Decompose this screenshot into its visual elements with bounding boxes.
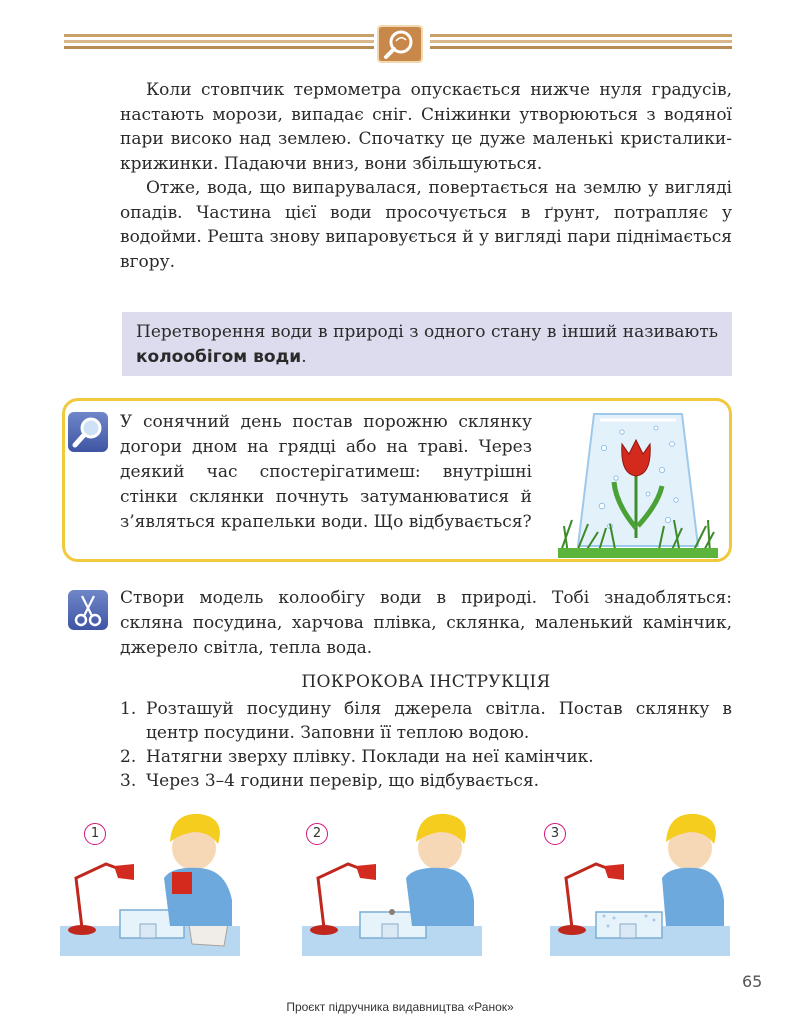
definition-end: . [301, 347, 307, 367]
scissors-icon [68, 590, 108, 630]
step-2-illustration [302, 808, 482, 956]
section-icon [376, 22, 424, 66]
magnifier-icon [68, 412, 108, 452]
list-item [120, 745, 732, 769]
definition-term: колообігом води [136, 347, 302, 367]
definition-box [122, 312, 732, 376]
header-rule-right [430, 34, 732, 54]
step-text: Натягни зверху плівку. Поклади на неї камінчик. [146, 747, 594, 767]
list-item [120, 769, 732, 793]
step-number: 2. [120, 747, 137, 767]
observation-text: У сонячний день постав порожню склянку догори дном на грядці або на траві. Через деякий час спостерігатимеш: внутрішні стінки склянки почнуть затуманюватися й з’являться крапельки води. Що відбувається? [120, 412, 532, 532]
page-number: 65 [742, 972, 763, 991]
definition-text: Перетворення води в природі з одного стану в інший називають [136, 322, 718, 342]
step-1-illustration [60, 808, 240, 956]
step-text: Розташуй посудину біля джерела світла. Постав склянку в центр посудини. Заповни її теплою водою. [146, 699, 732, 743]
body-text [120, 78, 732, 274]
step-1-number: 1 [84, 823, 106, 845]
step-number: 1. [120, 699, 137, 719]
paragraph: Коли стовпчик термометра опускається нижче нуля градусів, настають морози, випадає сніг. Сніжинки утворюються з водяної пари високо над землею. Спочатку це дуже маленькі кристалики-крижинки. Падаючи вниз, вони збільшуються. [120, 80, 732, 174]
step-text: Через 3–4 години перевір, що відбувається. [146, 771, 540, 791]
step-number: 3. [120, 771, 137, 791]
step-3-illustration [550, 808, 730, 956]
instruction-title: ПОКРОКОВА ІНСТРУКЦІЯ [301, 672, 551, 692]
instruction-steps [120, 697, 732, 793]
paragraph: Отже, вода, що випарувалася, повертається на землю у вигляді опадів. Частина цієї води просочується в ґрунт, потрапляє у водойми. Решта знову випаровується й у вигляді пари піднімається вгору. [120, 178, 732, 272]
footer-text: Проєкт підручника видавництва «Ранок» [286, 1000, 514, 1014]
model-task-text: Створи модель колообігу води в природі. Тобі знадобляться: скляна посудина, харчова плівка, склянка, маленький камінчик, джерело світла, тепла вода. [120, 588, 732, 658]
step-3-number: 3 [544, 823, 566, 845]
list-item [120, 697, 732, 745]
header-rule-left [64, 34, 374, 54]
step-2-number: 2 [306, 823, 328, 845]
glass-tulip-illustration [558, 408, 718, 558]
